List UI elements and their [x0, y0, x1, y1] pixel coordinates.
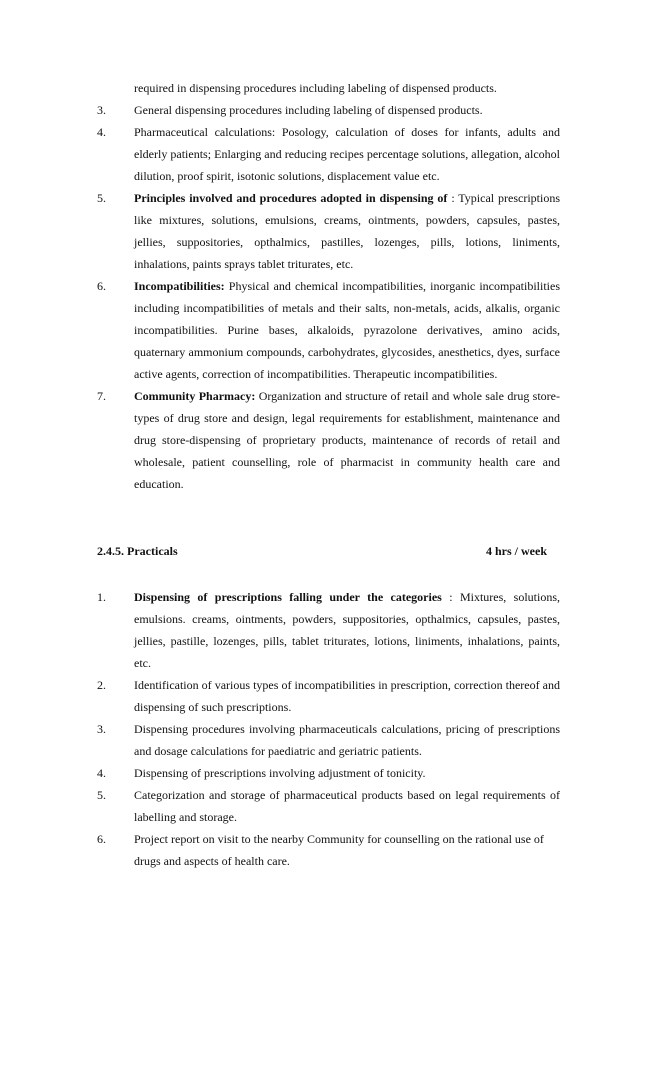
- list-item: [97, 718, 560, 762]
- item-lead: Principles involved and procedures adopted in dispensing of: [134, 191, 448, 205]
- item-text: : Mixtures, solutions, emulsions. creams, ointments, powders, suppositories, opthalmics, capsules, pastes, jellies, pastille, lozenges, pills, tablet triturates, lotions, liniments, inhalations, paints, etc.: [134, 590, 560, 670]
- theory-topic-list: [97, 99, 560, 495]
- list-item: [97, 784, 560, 828]
- practicals-list: [97, 586, 560, 872]
- item-number: 3.: [97, 722, 106, 736]
- section-title: 2.4.5. Practicals: [97, 544, 178, 558]
- item-text: : Typical prescriptions like mixtures, solutions, emulsions, creams, ointments, powders, capsules, pastes, jellies, suppositories, opthalmics, pastilles, lozenges, pills, lotions, liniments, inhalations, paints sprays tablet triturates, etc.: [134, 191, 560, 271]
- item-text: Identification of various types of incompatibilities in prescription, correction thereof and dispensing of such prescriptions.: [134, 678, 560, 714]
- item-text: Physical and chemical incompatibilities, inorganic incompatibilities including incompatibilities of metals and their salts, non-metals, acids, alkalis, organic incompatibilities. Purine bases, alkaloids, pyrazolone derivatives, amino acids, quaternary ammonium compounds, carbohydrates, glycosides, anesthetics, dyes, surface active agents, correction of incompatibilities. Therapeutic incompatibilities.: [134, 279, 560, 381]
- item-number: 6.: [97, 832, 106, 846]
- item-number: 7.: [97, 389, 106, 403]
- item-number: 4.: [97, 766, 106, 780]
- item-number: 4.: [97, 125, 106, 139]
- item-text: Project report on visit to the nearby Community for counselling on the rational use of drugs and aspects of health care.: [134, 832, 544, 868]
- list-item: [97, 586, 560, 674]
- item-text: Dispensing procedures involving pharmaceuticals calculations, pricing of prescriptions and dosage calculations for paediatric and geriatric patients.: [134, 722, 560, 758]
- list-item: [97, 385, 560, 495]
- list-item: [97, 99, 560, 121]
- item-number: 5.: [97, 191, 106, 205]
- list-item: [97, 187, 560, 275]
- list-item: [97, 121, 560, 187]
- item-text: Dispensing of prescriptions involving adjustment of tonicity.: [134, 766, 426, 780]
- item-number: 2.: [97, 678, 106, 692]
- section-hours: 4 hrs / week: [486, 544, 547, 558]
- list-item: [97, 674, 560, 718]
- item-number: 5.: [97, 788, 106, 802]
- item-lead: Community Pharmacy:: [134, 389, 256, 403]
- item-lead: Incompatibilities:: [134, 279, 225, 293]
- item-text: Categorization and storage of pharmaceutical products based on legal requirements of labelling and storage.: [134, 788, 560, 824]
- item-text: Pharmaceutical calculations: Posology, calculation of doses for infants, adults and elderly patients; Enlarging and reducing recipes percentage solutions, allegation, alcohol dilution, proof spirit, isotonic solutions, displacement value etc.: [134, 125, 560, 183]
- list-item: [97, 275, 560, 385]
- item-number: 3.: [97, 103, 106, 117]
- item-text: General dispensing procedures including labeling of dispensed products.: [134, 103, 483, 117]
- item-number: 1.: [97, 590, 106, 604]
- item-lead: Dispensing of prescriptions falling under the categories: [134, 590, 442, 604]
- intro-continuation: required in dispensing procedures including labeling of dispensed products.: [134, 81, 497, 95]
- list-item: [97, 762, 560, 784]
- list-item: [97, 828, 560, 872]
- practicals-heading: [97, 540, 547, 562]
- item-text: Organization and structure of retail and whole sale drug store-types of drug store and design, legal requirements for establishment, maintenance and drug store-dispensing of proprietary products, maintenance of records of retail and wholesale, patient counselling, role of pharmacist in community health care and education.: [134, 389, 561, 491]
- item-number: 6.: [97, 279, 106, 293]
